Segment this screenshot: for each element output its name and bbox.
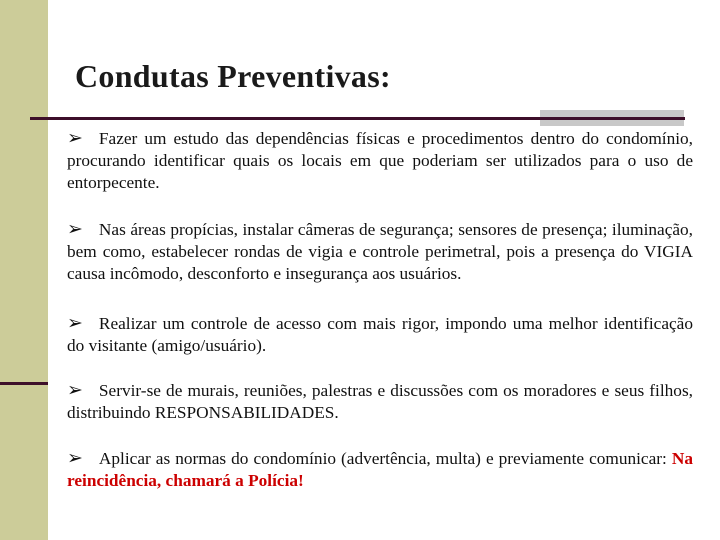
title-divider: [30, 117, 685, 120]
page-title: Condutas Preventivas:: [75, 58, 391, 94]
arrow-bullet-icon: ➢: [67, 379, 83, 401]
header-accent-bar-lower: [540, 120, 684, 126]
bullet-item: [67, 312, 693, 357]
arrow-bullet-icon: ➢: [67, 127, 83, 149]
arrow-bullet-icon: ➢: [67, 218, 83, 240]
arrow-bullet-icon: ➢: [67, 312, 83, 334]
side-band: [0, 0, 48, 540]
bullet-text: Aplicar as normas do condomínio (advertência, multa) e previamente comunicar:: [98, 449, 667, 468]
warning-text: Na reincidência, chamará a Polícia!: [67, 449, 693, 490]
header-accent-bar: [540, 110, 684, 117]
bullet-item: [67, 379, 693, 424]
bullet-item: [67, 127, 693, 194]
bullet-item: [67, 218, 693, 285]
bullet-text: Realizar um controle de acesso com mais rigor, impondo uma melhor identificação do visitante (amigo/usuário).: [67, 314, 693, 355]
bullet-item: [67, 447, 693, 492]
bullet-text: Nas áreas propícias, instalar câmeras de segurança; sensores de presença; iluminação, bem como, estabelecer rondas de vigia e controle perimetral, pois a presença do VIGIA causa incômodo, desconforto e insegurança aos usuários.: [67, 220, 693, 283]
bullet-text: Fazer um estudo das dependências físicas e procedimentos dentro do condomínio, procurando identificar quais os locais em que poderiam ser utilizados para o uso de entorpecente.: [67, 129, 693, 192]
side-divider: [0, 382, 48, 385]
bullet-text: Servir-se de murais, reuniões, palestras e discussões com os moradores e seus filhos, distribuindo RESPONSABILIDADES.: [67, 381, 693, 422]
arrow-bullet-icon: ➢: [67, 447, 83, 469]
